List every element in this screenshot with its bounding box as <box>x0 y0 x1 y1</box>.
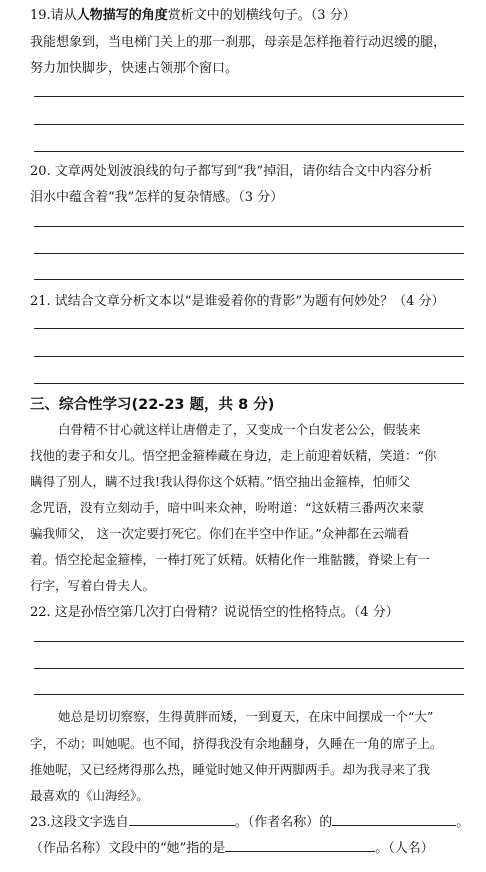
q23-text-5: 。（人名） <box>375 841 434 856</box>
passage1-line-5: 骗我师父， 这一次定要打死它。你们在半空中作证。”众神都在云端看 <box>30 526 410 541</box>
passage1-line-3: 瞒得了别人，瞒不过我!我认得你这个妖精。”悟空抽出金箍棒，怕师父 <box>30 474 411 489</box>
answer-line[interactable] <box>34 356 464 357</box>
passage1-line-4: 念咒语，没有立刻动手，暗中叫来众神，吩咐道：“这妖精三番两次来蒙 <box>30 500 424 515</box>
q23-number: 23. <box>30 815 51 830</box>
passage2-line-4: 最喜欢的《山海经》。 <box>30 788 149 803</box>
q20-line-1: 20. 文章两处划波浪线的句子都写到“我”掉泪，请你结合文中内容分析 <box>30 164 433 179</box>
q19-emphasis: 人物描写的角度 <box>76 8 168 23</box>
q23-text-1: 这段文字选自 <box>50 815 129 830</box>
q19-prompt <box>30 4 356 23</box>
passage1-line-7: 行字，写着白骨夫人。 <box>30 578 156 593</box>
answer-line[interactable] <box>34 328 464 329</box>
q23-text-3: 。 <box>456 815 470 830</box>
blank-author[interactable] <box>332 813 456 826</box>
answer-line[interactable] <box>34 694 464 695</box>
answer-line[interactable] <box>34 96 464 97</box>
q19-line-2: 努力加快脚步，快速占领那个窗口。 <box>30 61 239 76</box>
section-heading: 三、综合性学习(22-23 题，共 8 分) <box>30 397 275 413</box>
answer-line[interactable] <box>34 641 464 642</box>
q23-text-4: （作品名称）文段中的“她”指的是 <box>30 841 226 856</box>
blank-source[interactable] <box>129 813 235 826</box>
q19-prefix: 19.请从 <box>30 8 77 23</box>
answer-line[interactable] <box>34 279 464 280</box>
answer-line[interactable] <box>34 383 464 384</box>
q22-line-1: 22. 这是孙悟空第几次打白骨精？说说悟空的性格特点。（4 分） <box>30 605 399 620</box>
q23-text-2: 。（作者名称）的 <box>234 815 333 830</box>
passage2-line-2: 字，不动；叫她呢。也不闻，挤得我没有余地翻身，久睡在一角的席子上。 <box>30 736 443 751</box>
q19-rest: 赏析文中的划横线句子。（3 分） <box>167 8 356 23</box>
q21-line-1: 21. 试结合文章分析文本以“是谁爱着你的背影”为题有何妙处？（4 分） <box>30 294 445 309</box>
answer-line[interactable] <box>34 226 464 227</box>
passage2-line-3: 推她呢，又已经烤得那么热，睡觉时她又伸开两脚两手。却为我寻来了我 <box>30 762 431 777</box>
q20-line-2: 泪水中蕴含着“我”怎样的复杂情感。（3 分） <box>30 190 284 205</box>
answer-line[interactable] <box>34 124 464 125</box>
passage1-line-6: 着。悟空抡起金箍棒，一棒打死了妖精。妖精化作一堆骷髅，脊梁上有一 <box>30 552 431 567</box>
answer-line[interactable] <box>34 668 464 669</box>
answer-line[interactable] <box>34 253 464 254</box>
q23-line-2 <box>30 837 434 856</box>
passage2-line-1: 她总是切切察察，生得黄胖而矮，一到夏天，在床中间摆成一个“大” <box>58 709 434 724</box>
passage1-line-1: 白骨精不甘心就这样让唐僧走了，又变成一个白发老公公，假装来 <box>58 422 421 437</box>
passage1-line-2: 找他的妻子和女儿。悟空把金箍棒藏在身边，走上前迎着妖精，笑道：“你 <box>30 448 437 463</box>
answer-line[interactable] <box>34 151 464 152</box>
q19-line-1: 我能想象到，当电梯门关上的那一刹那，母亲是怎样拖着行动迟缓的腿， <box>30 35 447 50</box>
blank-person[interactable] <box>225 839 375 852</box>
q23-line-1 <box>30 811 469 830</box>
